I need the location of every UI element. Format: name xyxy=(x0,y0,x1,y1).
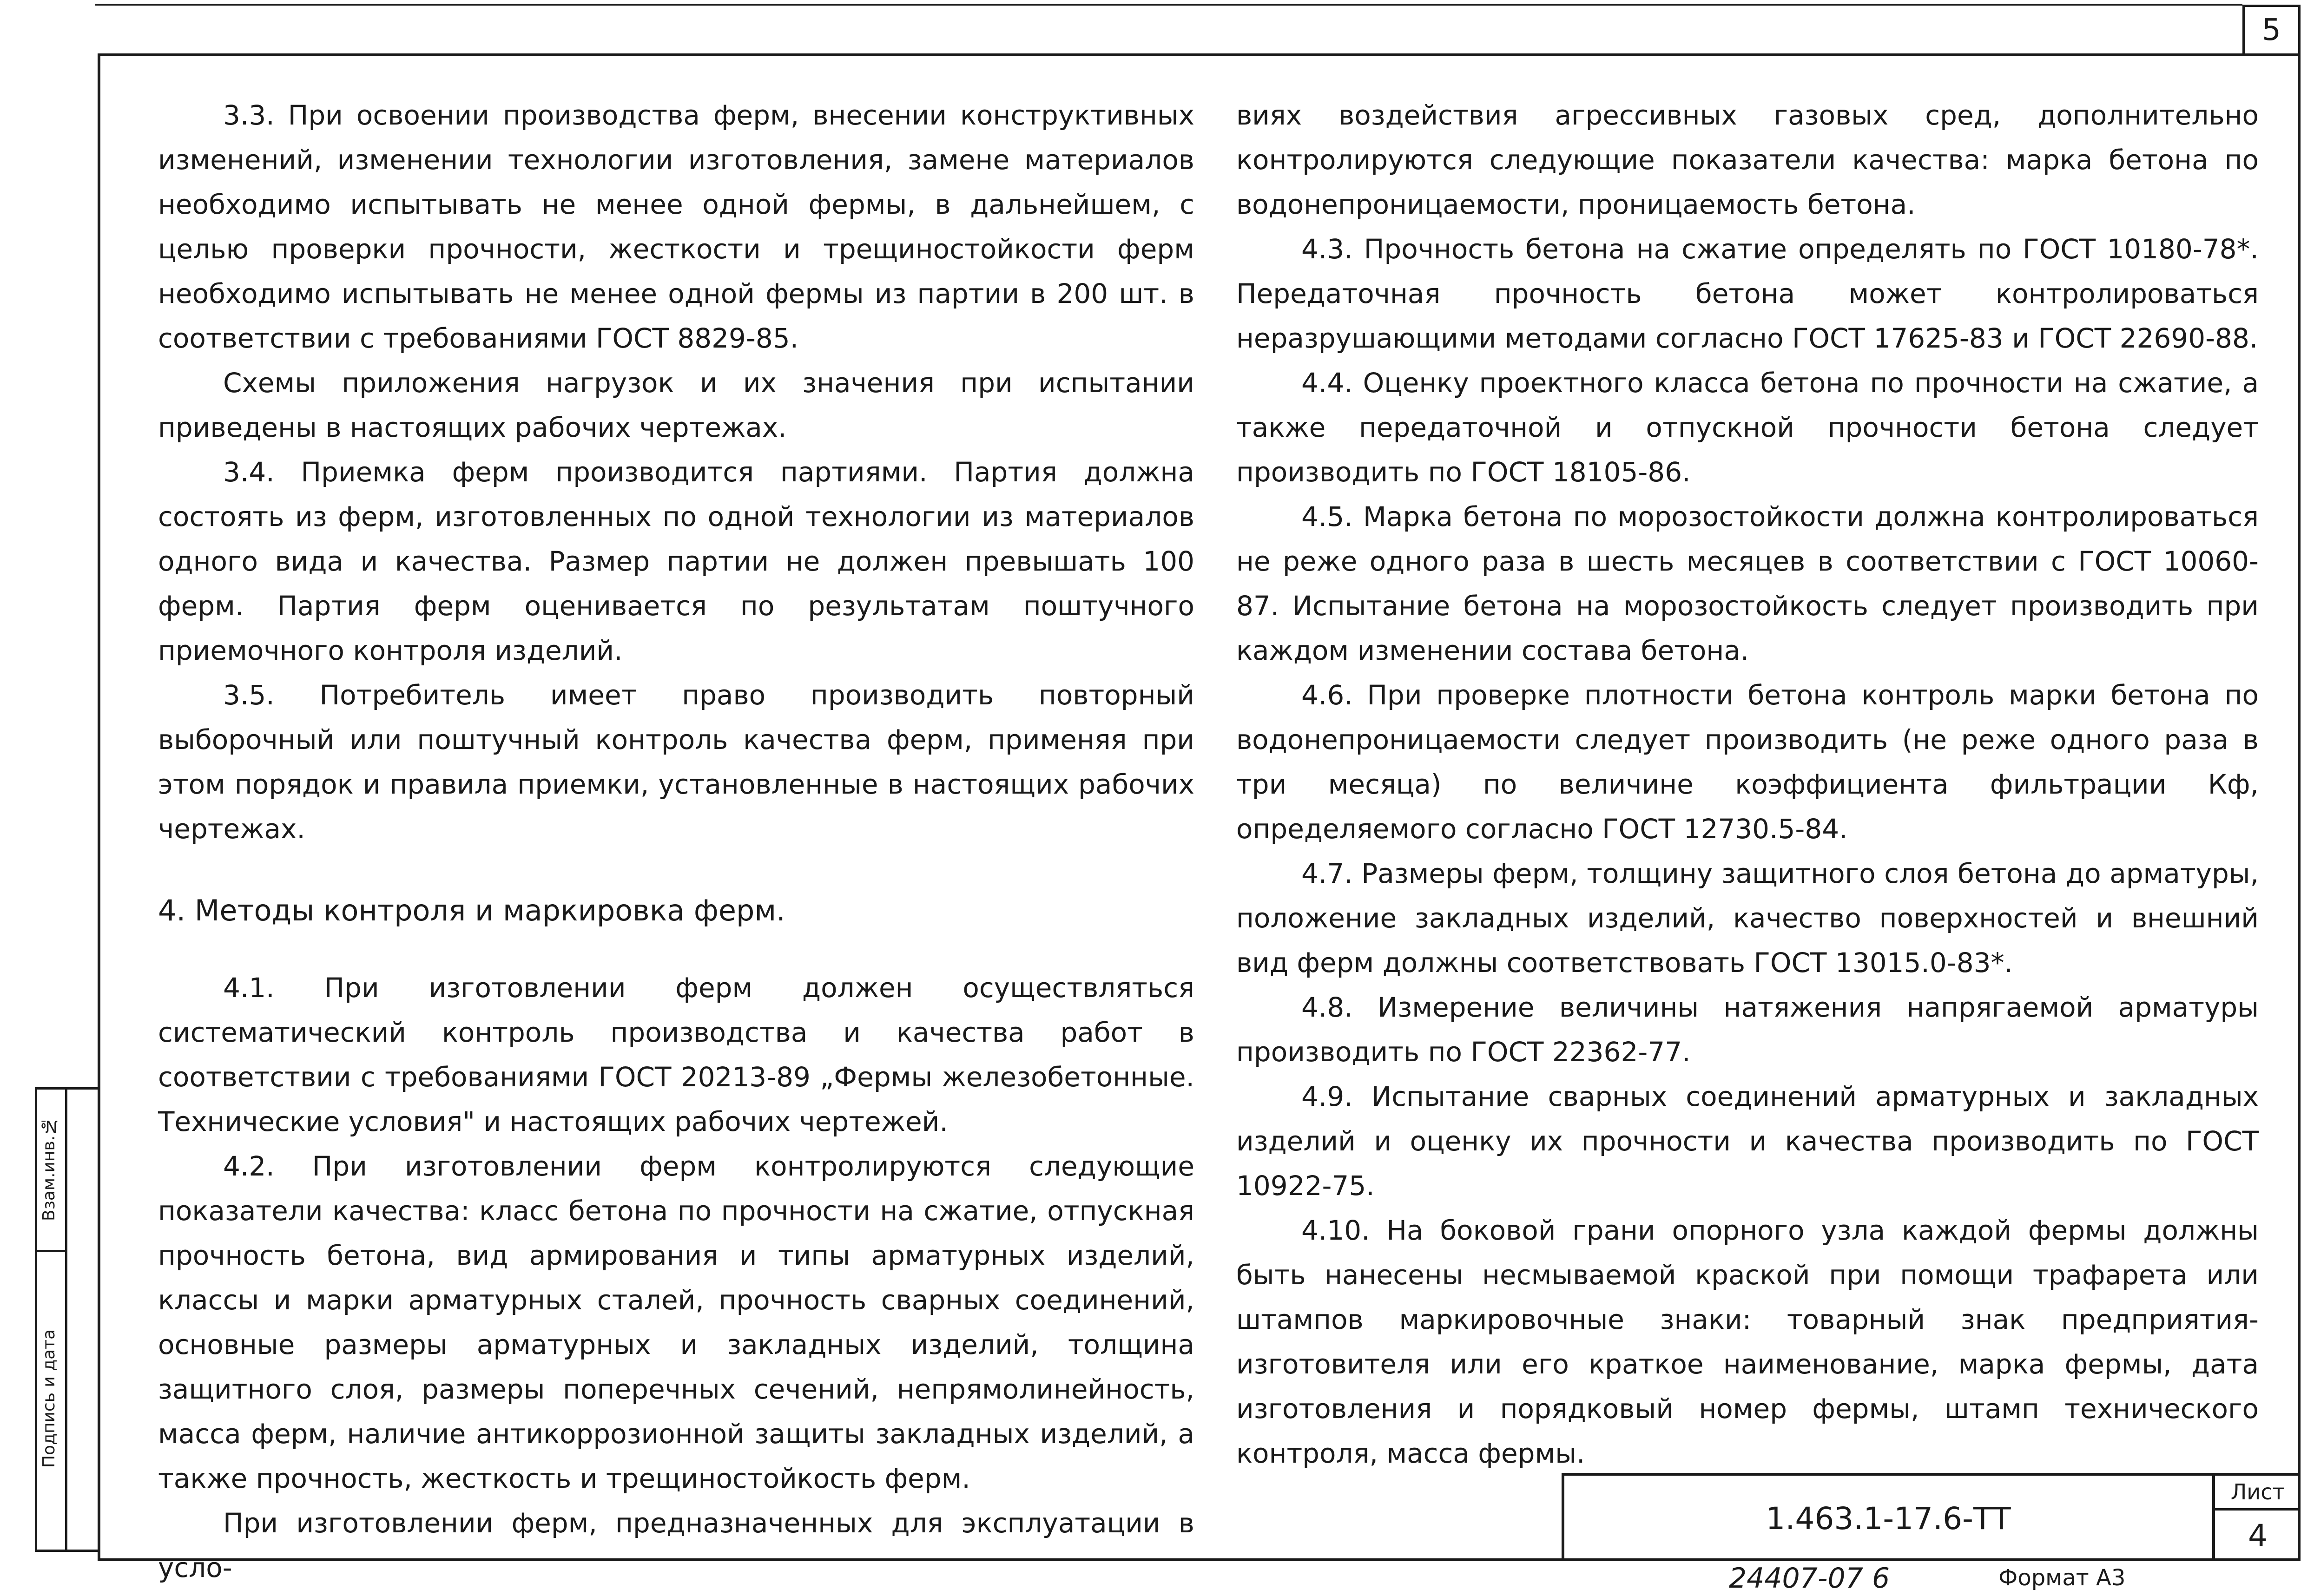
section-4-heading: 4. Методы контроля и маркировка ферм. xyxy=(158,893,785,927)
paragraph-4-9: 4.9. Испытание сварных соединений арматурных и закладных изделий и оценку их прочности и качества производить по ГОСТ 10922-75. xyxy=(1236,1081,2259,1202)
paragraph-4-1: 4.1. При изготовлении ферм должен осуществляться систематический контроль производства и качества работ в соответствии с требованиями ГОСТ 20213-89 „Фермы железобетонные. Технические условия" и настоящих рабочих чертежей. xyxy=(158,972,1194,1137)
paragraph-4-7: 4.7. Размеры ферм, толщину защитного слоя бетона до арматуры, положение закладных изделий, качество поверхностей и внешний вид ферм должны соответствовать ГОСТ 13015.0-83*. xyxy=(1236,858,2259,979)
left-text-column xyxy=(158,93,1194,1590)
paragraph-3-4: 3.4. Приемка ферм производится партиями. Партия должна состоять из ферм, изготовленных по одной технологии из материалов одного вида и качества. Размер партии не должен превышать 100 ферм. Партия ферм оценивается по результатам поштучного приемочного контроля изделий. xyxy=(158,456,1194,666)
title-block xyxy=(1562,1473,2301,1561)
paragraph-4-2-continued: При изготовлении ферм, предназначенных для эксплуатации в усло- xyxy=(158,1507,1194,1583)
page-number: 5 xyxy=(2262,13,2281,47)
paragraph-4-4: 4.4. Оценку проектного класса бетона по прочности на сжатие, а также передаточной и отпускной прочности бетона следует производить по ГОСТ 18105-86. xyxy=(1236,367,2259,488)
sheet-label: Лист xyxy=(2215,1476,2301,1511)
archive-number: 24407-07 6 xyxy=(1729,1562,1890,1595)
format-label: Формат А3 xyxy=(1998,1565,2126,1591)
binding-margin-table xyxy=(35,1087,98,1552)
paragraph-4-3: 4.3. Прочность бетона на сжатие определять по ГОСТ 10180-78*. Передаточная прочность бетона может контролироваться неразрушающими методами согласно ГОСТ 17625-83 и ГОСТ 22690-88. xyxy=(1236,233,2259,354)
document-code: 1.463.1-17.6-ТТ xyxy=(1564,1476,2215,1561)
paragraph-3-5: 3.5. Потребитель имеет право производить повторный выборочный или поштучный контроль качества ферм, применяя при этом порядок и правила приемки, установленные в настоящих рабочих чертежах. xyxy=(158,679,1194,845)
top-border-line xyxy=(95,4,2242,6)
sheet-number: 4 xyxy=(2248,1518,2268,1554)
page-number-box xyxy=(2242,5,2301,53)
paragraph-3-3: 3.3. При освоении производства ферм, внесении конструктивных изменений, изменении технологии изготовления, замене материалов необходимо испытывать не менее одной фермы, в дальнейшем, с целью проверки прочности, жесткости и трещиностойкости ферм необходимо испытывать не менее одной фермы из партии в 200 шт. в соответствии с требованиями ГОСТ 8829-85. xyxy=(158,99,1194,354)
paragraph-4-6: 4.6. При проверке плотности бетона контроль марки бетона по водонепроницаемости следует производить (не реже одного раза в три месяца) по величине коэффициента фильтрации Кф, определяемого согласно ГОСТ 12730.5-84. xyxy=(1236,679,2259,845)
right-text-column xyxy=(1236,93,2259,1476)
paragraph-4-2-tail: виях воздействия агрессивных газовых сред, дополнительно контролируются следующие показатели качества: марка бетона по водонепроницаемости, проницаемость бетона. xyxy=(1236,99,2259,220)
signature-label: Подпись и дата xyxy=(40,1329,59,1468)
inv-number-cell xyxy=(37,1090,67,1252)
inv-number-label: Взам.инв.№ xyxy=(40,1116,59,1221)
paragraph-4-5: 4.5. Марка бетона по морозостойкости должна контролироваться не реже одного раза в шесть месяцев в соответствии с ГОСТ 10060-87. Испытание бетона на морозостойкость следует производить при каждом изменении состава бетона. xyxy=(1236,501,2259,666)
paragraph-4-2: 4.2. При изготовлении ферм контролируются следующие показатели качества: класс бетона по прочности на сжатие, отпускная прочность бетона, вид армирования и типы арматурных изделий, классы и марки арматурных сталей, прочность сварных соединений, основные размеры арматурных и закладных изделий, толщина защитного слоя, размеры поперечных сечений, непрямолинейность, масса ферм, наличие антикоррозионной защиты закладных изделий, а также прочность, жесткость и трещиностойкость ферм. xyxy=(158,1150,1194,1494)
paragraph-4-10: 4.10. На боковой грани опорного узла каждой фермы должны быть нанесены несмываемой краской при помощи трафарета или штампов маркировочные знаки: товарный знак предприятия-изготовителя или его краткое наименование, марка фермы, дата изготовления и порядковый номер фермы, штамп технического контроля, масса фермы. xyxy=(1236,1215,2259,1469)
paragraph-3-3-schemes: Схемы приложения нагрузок и их значения при испытании приведены в настоящих рабочих чертежах. xyxy=(158,367,1194,443)
signature-cell xyxy=(37,1250,67,1552)
paragraph-4-8: 4.8. Измерение величины натяжения напрягаемой арматуры производить по ГОСТ 22362-77. xyxy=(1236,992,2259,1068)
